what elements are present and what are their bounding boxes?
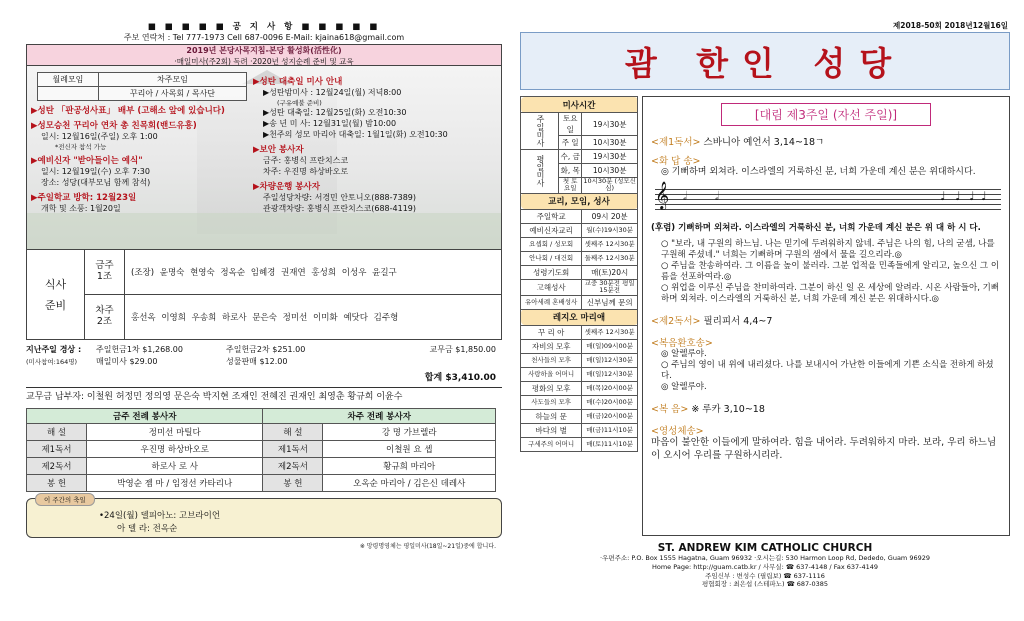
psalm-refrain: (후렴) 기뻐하며 외쳐라. 이스라엘의 거룩하신 분, 너희 가운데 계신 분은 위 대 하 시 다. [651, 222, 981, 233]
schedule-row [521, 367, 638, 381]
lector-names: 강 명 가브렐라 [323, 423, 496, 440]
sched-item: 유아세례 혼배성사 [521, 295, 582, 309]
meal-label-2: 준비 [44, 299, 67, 312]
communion-text: 마음이 불안한 이들에게 말하여라. 힘을 내어라. 두려워하지 마라. 보라, 우리 하느님이 오시어 우리를 구원하시리라. [651, 437, 997, 461]
meal-service-label [27, 250, 85, 339]
feast-day-box [26, 495, 502, 538]
notice-items-left [31, 104, 251, 214]
pastoral-sub: ·매일미사(주2회) 독려 ·2020년 성지순례 준비 및 교육 [174, 57, 354, 66]
sched-time: 둘째주 12시30분 [582, 251, 638, 265]
sched-item: 주일학교 [521, 209, 582, 223]
notice-heading: ▶성탄 대축일 미사 안내 [253, 77, 343, 87]
notice-board [26, 66, 502, 250]
psalm-verse: ○ "보라, 내 구원의 하느님. 나는 믿기에 두려워하지 않네. 주님은 나의 힘, 나의 굳셈, 나를 구원해 주셨네." 너희는 기뻐하며 구원의 샘에서 물을 길으리라.◎ [661, 238, 995, 260]
notice-line: 일시: 12월16일(주일) 오후 1:00 [41, 132, 158, 141]
notice-line: 차주: 우진명 하상바오로 [263, 167, 349, 176]
notice-item [31, 191, 251, 214]
lector-role: 봉 헌 [263, 474, 323, 491]
lector-head-next-week: 차주 전례 봉사자 [263, 408, 496, 423]
meal-team: 1조 [96, 271, 113, 282]
sched-time: 신부님께 문의 [582, 295, 638, 309]
meal-team: 2조 [96, 316, 113, 327]
lector-names: 이철원 요 셉 [323, 440, 496, 457]
lector-role: 봉 헌 [27, 474, 87, 491]
sched-time: 매(일)12시30분 [582, 367, 638, 381]
notice-line: 주일성당차량: 서경민 안토니오(888-7389) [263, 193, 417, 202]
lector-head-this-week: 금주 전례 봉사자 [27, 408, 263, 423]
legio-band: 레지오 마리애 [521, 309, 638, 325]
notice-heading: ▶예비신자 "받아들이는 예식" [31, 156, 143, 166]
sched-item: 안나회 / 대건회 [521, 251, 582, 265]
sched-time: 셋째주 12시30분 [582, 325, 638, 339]
weekday-mass-label: 평일미사 [521, 150, 559, 194]
schedule-row [521, 223, 638, 237]
sunday-mass-label: 주일미사 [521, 113, 559, 150]
notice-line: 금주: 홍병식 프란치스코 [263, 156, 349, 165]
group-header-next: 차주모임 [98, 73, 246, 87]
lector-row [27, 474, 496, 491]
schedule-row [521, 265, 638, 279]
gospel-ref: ※ 루카 3,10~18 [691, 404, 765, 416]
notice-line: ▶성탄밤미사 : 12월24일(월) 저녁8:00 [263, 88, 402, 97]
psalm-verse: ○ 주님을 찬송하여라. 그 이름을 높이 불러라. 그분 업적을 민족들에게 알리고, 높으신 그 이름을 선포하여라.◎ [661, 260, 1000, 282]
sched-item: 구세주의 어머니 [521, 437, 582, 451]
notice-line: 관광객차량: 홍병식 프란치스코(688-4119) [263, 204, 417, 213]
schedule-row [521, 409, 638, 423]
lector-names: 정미선 마틸다 [87, 423, 263, 440]
meal-label-1: 식사 [44, 278, 67, 291]
group-cell-monthly [38, 87, 99, 101]
sched-item: 예비신자교리 [521, 223, 582, 237]
sched-item: 천사들의 모후 [521, 353, 582, 367]
left-page [26, 20, 502, 610]
donor-list: 교무금 납부자: 이철원 허정민 정의영 문은숙 박지현 조재인 전혜진 권재인 최영춘 황규희 이윤수 [26, 387, 502, 404]
first-reading-ref: 스바니아 예언서 3,14~18ㄱ [703, 137, 825, 148]
lector-names: 박영순 젬 마 / 임정선 카타리나 [87, 474, 263, 491]
sched-time: 교중 30분전 평일 15분전 [582, 279, 638, 295]
lector-row [27, 440, 496, 457]
communion [651, 423, 1001, 437]
sched-time: 매(일)12시30분 [582, 353, 638, 367]
notice-heading: ▶보안 봉사자 [253, 145, 304, 155]
offering-value: 주일헌금2차 $251.00 [226, 344, 306, 354]
first-reading [651, 134, 1001, 148]
group-cell-next: 꾸리아 / 사목회 / 목사단 [98, 87, 246, 101]
lector-row [27, 457, 496, 474]
schedule-row [521, 237, 638, 251]
schedule-table [520, 96, 638, 452]
notice-line: ▶성탄 대축일: 12월25일(화) 오전10:30 [263, 108, 407, 117]
sched-time: 매(수)20시00분 [582, 395, 638, 409]
contact-info: 주보 연락처 : Tel 777-1973 Cell 687-0096 E-Mail: kjaina618@gmail.com [123, 33, 405, 42]
notice-item [31, 154, 251, 188]
schedule-row [521, 251, 638, 265]
lector-role: 제1독서 [27, 440, 87, 457]
notice-item [31, 104, 251, 116]
sched-item: 사랑하올 어머니 [521, 367, 582, 381]
address-line: Home Page: http://guam.catb.kr / 사무실: ☎ 637-4148 / Fax 637-4149 [651, 562, 879, 571]
schedule-row [521, 395, 638, 409]
notice-line: (구유예불 준비) [277, 99, 322, 107]
schedule-row [521, 381, 638, 395]
feast-day-line: 아 델 라: 전옥순 [117, 523, 178, 534]
gospel-acclamation [651, 335, 1001, 349]
right-page [520, 20, 1010, 610]
gospel-tag: <복 음> [651, 404, 689, 416]
sched-item: 바다의 별 [521, 423, 582, 437]
offering-value: 주일헌금1차 $1,268.00 [96, 344, 183, 354]
attendance-label: (미사참여:164명) [26, 357, 78, 366]
sched-time: 매(토)11시10분 [582, 437, 638, 451]
notice-line: 장소: 성당(대부모님 함께 참석) [41, 178, 151, 187]
notice-item [253, 75, 499, 140]
liturgy-title: [대림 제3주일 (자선 주일)] [721, 103, 931, 126]
sched-time: 매(금)20시00분 [582, 409, 638, 423]
meal-group: 차주 [95, 305, 114, 317]
treble-clef-icon: 𝄞 [655, 180, 670, 209]
meal-names: 홍선옥 이영희 우송희 하로사 문은숙 정미선 이미화 예닷다 김주형 [131, 313, 399, 323]
acclamation-line: ○ 주님의 영이 내 위에 내리셨다. 나를 보내시어 가난한 이들에게 기쁜 소식을 전하게 하셨다. [661, 360, 994, 382]
feast-day-line: •24일(월) 델피아노: 고브라이언 [99, 510, 221, 521]
second-reading-tag: <제2독서> [651, 315, 701, 327]
notice-heading: ▶성모승천 꾸리아 연차 총 친목회(밴드유흥) [31, 121, 197, 131]
address-line: ·우편주소: P.O. Box 1555 Hagatna, Guam 96932 ·오시는길: 530 Harmon Loop Rd, Dededo, Guam 96929 [599, 554, 931, 562]
meal-service-table [26, 250, 502, 340]
offering-label: 지난주일 경상 : [26, 344, 82, 354]
notice-line: ▶송 년 미 사: 12월31일(월) 밤10:00 [263, 119, 397, 128]
communion-tag: <영성체송> [651, 426, 704, 438]
psalm-tag: <화 답 송> [651, 156, 701, 167]
schedule-row [521, 295, 638, 309]
second-reading [651, 313, 1001, 327]
lector-names: 오옥순 마리아 / 김은신 데레사 [323, 474, 496, 491]
lector-role: 제1독서 [263, 440, 323, 457]
notice-heading: ▶차량운행 봉사자 [253, 182, 320, 192]
meal-names: (조장) 윤명숙 현영숙 정옥순 임혜경 권재연 홍성희 이성우 윤길구 [131, 268, 397, 278]
notice-item [31, 119, 251, 151]
notice-line: 개학 및 소풍: 1월20일 [41, 204, 121, 213]
sched-item: 성령기도회 [521, 265, 582, 279]
lector-names: 황규희 마리아 [323, 457, 496, 474]
acclamation-line: ◎ 알렐루야. [661, 382, 707, 393]
sched-day: 첫 토요일 [559, 178, 582, 194]
gospel-acclamation-tag: <복음환호송> [651, 337, 713, 349]
notice-line: *전신자 참석 가능 [55, 143, 107, 151]
lawn-image [27, 213, 501, 249]
notice-col-right [253, 72, 499, 214]
first-reading-tag: <제1독서> [651, 137, 701, 148]
sched-time: 10시30분 (성모신심) [583, 177, 636, 193]
sched-time: 셋째주 12시30분 [582, 237, 638, 251]
offering-value: 교무금 $1,850.00 [429, 344, 496, 354]
schedule-row [521, 353, 638, 367]
liturgy-box [642, 96, 1010, 536]
notice-title: ■ ■ ■ ■ ■ 공 지 사 항 ■ ■ ■ ■ ■ [147, 22, 381, 32]
church-name: ST. ANDREW KIM CATHOLIC CHURCH [657, 542, 873, 554]
sched-time: 매(목)20시00분 [582, 381, 638, 395]
title-banner [520, 32, 1010, 90]
lector-role: 해 설 [263, 423, 323, 440]
psalm-verse: ○ 위업을 이루신 주님을 찬미하여라. 그분이 하신 일 온 세상에 알려라. 시온 사람들아, 기뻐하며 외쳐라. 이스라엘의 거룩하신 분, 너희 가운데 계신 분은 위대하시다.◎ [661, 282, 1000, 304]
offering-row [26, 355, 502, 367]
lector-role: 제2독서 [27, 457, 87, 474]
notice-items-right [253, 75, 499, 214]
notice-col-left [31, 72, 251, 214]
right-body [520, 96, 1010, 536]
feast-day-tag: 이 주간의 축일 [35, 493, 95, 506]
notice-item [253, 180, 499, 214]
schedule-row [521, 279, 638, 295]
offering-value: 매일미사 $29.00 [96, 356, 158, 366]
schedule-row [521, 339, 638, 353]
mass-times-band: 미사시간 [521, 97, 638, 113]
sched-day: 화, 목 [559, 164, 582, 178]
group-header-monthly: 월례모임 [38, 73, 99, 87]
lector-role: 제2독서 [263, 457, 323, 474]
sched-day: 수, 금 [559, 150, 582, 164]
sched-time: 10시30분 [582, 164, 638, 178]
notice-line: ▶천주의 성모 마리아 대축일: 1월1일(화) 오전10:30 [263, 130, 448, 139]
sched-day: 주 일 [559, 136, 582, 150]
address-line: 평협회장 : 최은섭 (스테파노) ☎ 687-0385 [701, 580, 829, 589]
footnote: ※ 망령명영체는 평일미사(18일~21일)중에 합니다. [359, 542, 496, 550]
lector-table [26, 408, 496, 492]
sched-time: 매(일)09시00분 [582, 339, 638, 353]
acclamation-line: ◎ 알렐루야. [661, 348, 707, 359]
second-reading-ref: 필리피서 4,4~7 [703, 315, 773, 327]
pastoral-banner [26, 44, 502, 66]
sched-day: 토요일 [559, 113, 582, 136]
lector-names: 하로사 로 사 [87, 457, 263, 474]
gospel [651, 401, 1001, 415]
lector-names: 우진명 하상바오로 [87, 440, 263, 457]
psalm [651, 153, 1001, 167]
meal-group: 금주 [95, 260, 114, 272]
offering-value: 성물판매 $12.00 [226, 356, 288, 366]
address-line: 주임신부 : 변성수 (필립보) ☎ 637-1116 [705, 571, 825, 580]
meal-row-next-week [85, 294, 501, 339]
lector-role: 해 설 [27, 423, 87, 440]
schedule-row [521, 325, 638, 339]
sched-item: 요셉회 / 성모회 [521, 237, 582, 251]
notice-item [253, 143, 499, 177]
sched-time: 매(토)20시 [582, 265, 638, 279]
sched-time: 19시30분 [582, 113, 638, 136]
sched-time: 19시30분 [582, 150, 638, 164]
music-staff: 𝄞 𝅗𝅥 𝅗𝅥 ♩ ♩ ♩ ♩ [655, 183, 1001, 219]
lector-row [27, 423, 496, 440]
schedule-column [520, 96, 638, 536]
notice-line: 일시: 12월19일(수) 오후 7:30 [41, 167, 150, 176]
sched-time: 매(금)11시10분 [582, 423, 638, 437]
issue-date: 제2018-50회 2018년12월16일 [892, 21, 1008, 30]
sched-time: 10시30분 [582, 136, 638, 150]
schedule-row [521, 209, 638, 223]
sched-item: 사도들의 모후 [521, 395, 582, 409]
sched-time: 월(수)19시30분 [582, 223, 638, 237]
sched-item: 평화의 모후 [521, 381, 582, 395]
notice-heading: ▶주일학교 방학: 12월23일 [31, 193, 137, 203]
offering-total: 합계 $3,410.00 [424, 373, 496, 383]
pastoral-title: 2019년 본당사목지침-본당 활성화(活性化) [186, 46, 342, 55]
sched-time: 09시 20분 [582, 209, 638, 223]
church-address [520, 554, 1010, 589]
church-title: 괌 한인 성당 [624, 43, 906, 83]
meal-row-this-week [85, 250, 501, 294]
schedule-row [521, 437, 638, 451]
notice-heading: ▶성탄 「판공성사표」 배부 (고해소 앞에 있습니다) [31, 106, 225, 116]
psalm-response: ◎ 기뻐하며 외쳐라. 이스라엘의 거룩하신 분, 너희 가운데 계신 분은 위대하시다. [661, 167, 976, 177]
sched-item: 하늘의 문 [521, 409, 582, 423]
offering-summary [26, 343, 502, 367]
sched-item: 꾸 리 아 [521, 325, 582, 339]
education-band: 교리, 모임, 성사 [521, 193, 638, 209]
sched-item: 고해성사 [521, 279, 582, 295]
schedule-row [521, 423, 638, 437]
offering-row [26, 343, 502, 355]
sched-item: 자비의 모후 [521, 339, 582, 353]
group-meeting-table [37, 72, 247, 101]
